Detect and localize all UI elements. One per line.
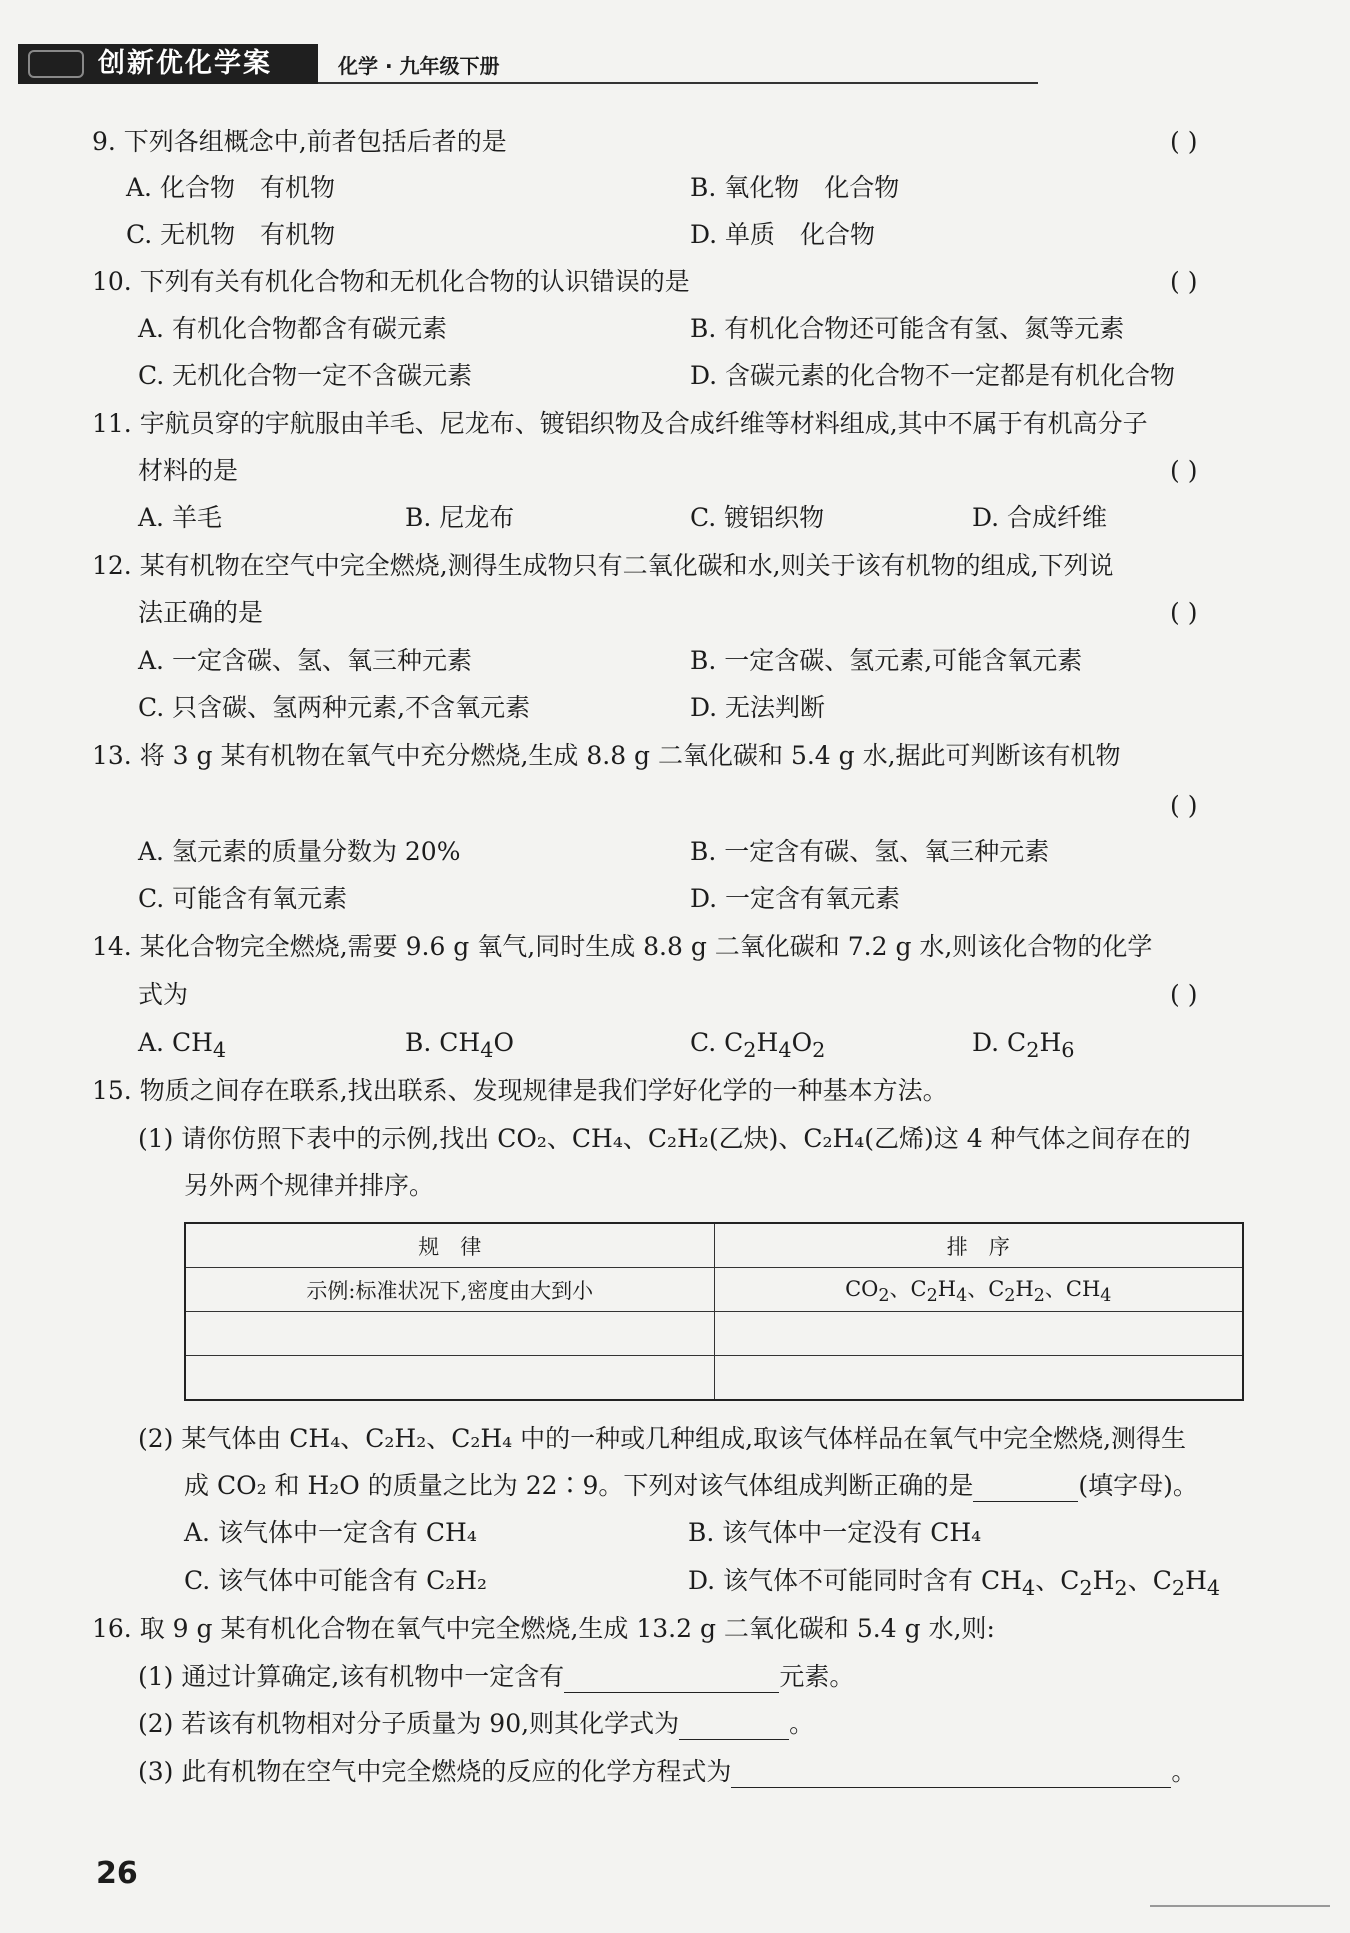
subject-title: 化学 · 九年级下册 [338, 54, 500, 78]
table-row [185, 1268, 1243, 1312]
table-cell-example-rule: 示例:标准状况下,密度由大到小 [185, 1268, 714, 1312]
q10-stem: 10. 下列有关有机化合物和无机化合物的认识错误的是 [92, 267, 690, 296]
q12-stem: 12. 某有机物在空气中完全燃烧,测得生成物只有二氧化碳和水,则关于该有机物的组成,下列说 [92, 551, 1114, 580]
q12-option-a: A. 一定含碳、氢、氧三种元素 [138, 646, 472, 675]
q12-option-c: C. 只含碳、氢两种元素,不含氧元素 [138, 693, 531, 722]
q11-option-d: D. 合成纤维 [972, 503, 1108, 532]
table-cell-blank[interactable] [185, 1356, 714, 1401]
q16-part1: (1) 通过计算确定,该有机物中一定含有 元素。 [138, 1662, 855, 1691]
q15-answer-blank[interactable] [973, 1475, 1078, 1502]
q13-option-d: D. 一定含有氧元素 [690, 884, 901, 913]
q11-option-c: C. 镀铝织物 [690, 503, 825, 532]
q15-part2-cont: 成 CO₂ 和 H₂O 的质量之比为 22∶9。下列对该气体组成判断正确的是 (填字母)。 [184, 1471, 1198, 1500]
q10-option-c: C. 无机化合物一定不含碳元素 [138, 361, 473, 390]
q11-stem: 11. 宇航员穿的宇航服由羊毛、尼龙布、镀铝织物及合成纤维等材料组成,其中不属于有机高分子 [92, 409, 1148, 438]
q13-stem: 13. 将 3 g 某有机物在氧气中充分燃烧,生成 8.8 g 二氧化碳和 5.4 g 水,据此可判断该有机物 [92, 741, 1121, 770]
q16-stem: 16. 取 9 g 某有机化合物在氧气中完全燃烧,生成 13.2 g 二氧化碳和 5.4 g 水,则: [92, 1614, 995, 1643]
q15-option-c: C. 该气体中可能含有 C₂H₂ [184, 1566, 488, 1595]
q11-option-a: A. 羊毛 [138, 503, 222, 532]
q11-answer-paren: ( ) [1170, 456, 1198, 485]
table-header-rule: 规 律 [185, 1223, 714, 1268]
rule-table [184, 1222, 1244, 1401]
q12-option-b: B. 一定含碳、氢元素,可能含氧元素 [690, 646, 1083, 675]
q14-option-c: C. $C_2H_4O_2$ [690, 1028, 826, 1062]
table-cell-blank[interactable] [714, 1312, 1243, 1356]
q12-answer-paren: ( ) [1170, 598, 1198, 627]
q15-option-b: B. 该气体中一定没有 CH₄ [688, 1518, 982, 1547]
brand-banner [18, 44, 318, 84]
q9-option-b: B. 氧化物 化合物 [690, 173, 900, 202]
q15-stem: 15. 物质之间存在联系,找出联系、发现规律是我们学好化学的一种基本方法。 [92, 1076, 948, 1105]
q9-answer-paren: ( ) [1170, 127, 1198, 156]
q14-stem-cont: 式为 [138, 980, 189, 1009]
q16-blank-1[interactable] [564, 1666, 779, 1693]
q14-option-a: A. $CH_4$ [138, 1028, 227, 1062]
q10-answer-paren: ( ) [1170, 267, 1198, 296]
q14-option-b: B. $CH_4O$ [405, 1028, 514, 1062]
q16-part2: (2) 若该有机物相对分子质量为 90,则其化学式为 。 [138, 1709, 815, 1738]
brand-title: 创新优化学案 [98, 48, 272, 79]
table-row [185, 1312, 1243, 1356]
q9-option-a: A. 化合物 有机物 [126, 173, 335, 202]
q16-blank-2[interactable] [679, 1713, 789, 1740]
q15-part1: (1) 请你仿照下表中的示例,找出 CO₂、CH₄、C₂H₂(乙炔)、C₂H₄(乙烯)这 4 种气体之间存在的 [138, 1124, 1191, 1153]
header-divider [318, 82, 1038, 84]
brand-logo-icon [28, 50, 84, 78]
table-cell-blank[interactable] [185, 1312, 714, 1356]
q15-option-a: A. 该气体中一定含有 CH₄ [184, 1518, 477, 1547]
q15-part1-cont: 另外两个规律并排序。 [184, 1171, 435, 1200]
q13-option-a: A. 氢元素的质量分数为 20% [138, 837, 461, 866]
q11-option-b: B. 尼龙布 [405, 503, 515, 532]
q9-stem: 9. 下列各组概念中,前者包括后者的是 [92, 127, 507, 156]
page-number: 26 [96, 1856, 138, 1891]
q11-stem-cont: 材料的是 [138, 456, 239, 485]
page-header [18, 44, 1038, 86]
q15-option-d: D. 该气体不可能同时含有 $CH_4$、$C_2H_2$、$C_2H_4$ [688, 1566, 1221, 1600]
q10-option-d: D. 含碳元素的化合物不一定都是有机化合物 [690, 361, 1176, 390]
q16-part3: (3) 此有机物在空气中完全燃烧的反应的化学方程式为 。 [138, 1757, 1197, 1786]
table-cell-blank[interactable] [714, 1356, 1243, 1401]
q14-stem: 14. 某化合物完全燃烧,需要 9.6 g 氧气,同时生成 8.8 g 二氧化碳和 7.2 g 水,则该化合物的化学 [92, 932, 1153, 961]
q12-stem-cont: 法正确的是 [138, 598, 264, 627]
q15-part2: (2) 某气体由 CH₄、C₂H₂、C₂H₄ 中的一种或几种组成,取该气体样品在氧气中完全燃烧,测得生 [138, 1424, 1187, 1453]
q10-option-b: B. 有机化合物还可能含有氢、氮等元素 [690, 314, 1125, 343]
q9-option-c: C. 无机物 有机物 [126, 220, 336, 249]
q13-option-c: C. 可能含有氧元素 [138, 884, 348, 913]
q13-option-b: B. 一定含有碳、氢、氧三种元素 [690, 837, 1050, 866]
q12-option-d: D. 无法判断 [690, 693, 826, 722]
q13-answer-paren: ( ) [1170, 791, 1198, 820]
table-cell-example-order: $CO_2$、$C_2H_4$、$C_2H_2$、$CH_4$ [714, 1268, 1243, 1312]
q16-blank-3[interactable] [731, 1761, 1171, 1788]
q10-option-a: A. 有机化合物都含有碳元素 [138, 314, 447, 343]
table-row [185, 1356, 1243, 1401]
footer-divider [1150, 1905, 1330, 1907]
q14-option-d: D. $C_2H_6$ [972, 1028, 1075, 1062]
table-header-order: 排 序 [714, 1223, 1243, 1268]
q9-option-d: D. 单质 化合物 [690, 220, 876, 249]
q14-answer-paren: ( ) [1170, 980, 1198, 1009]
